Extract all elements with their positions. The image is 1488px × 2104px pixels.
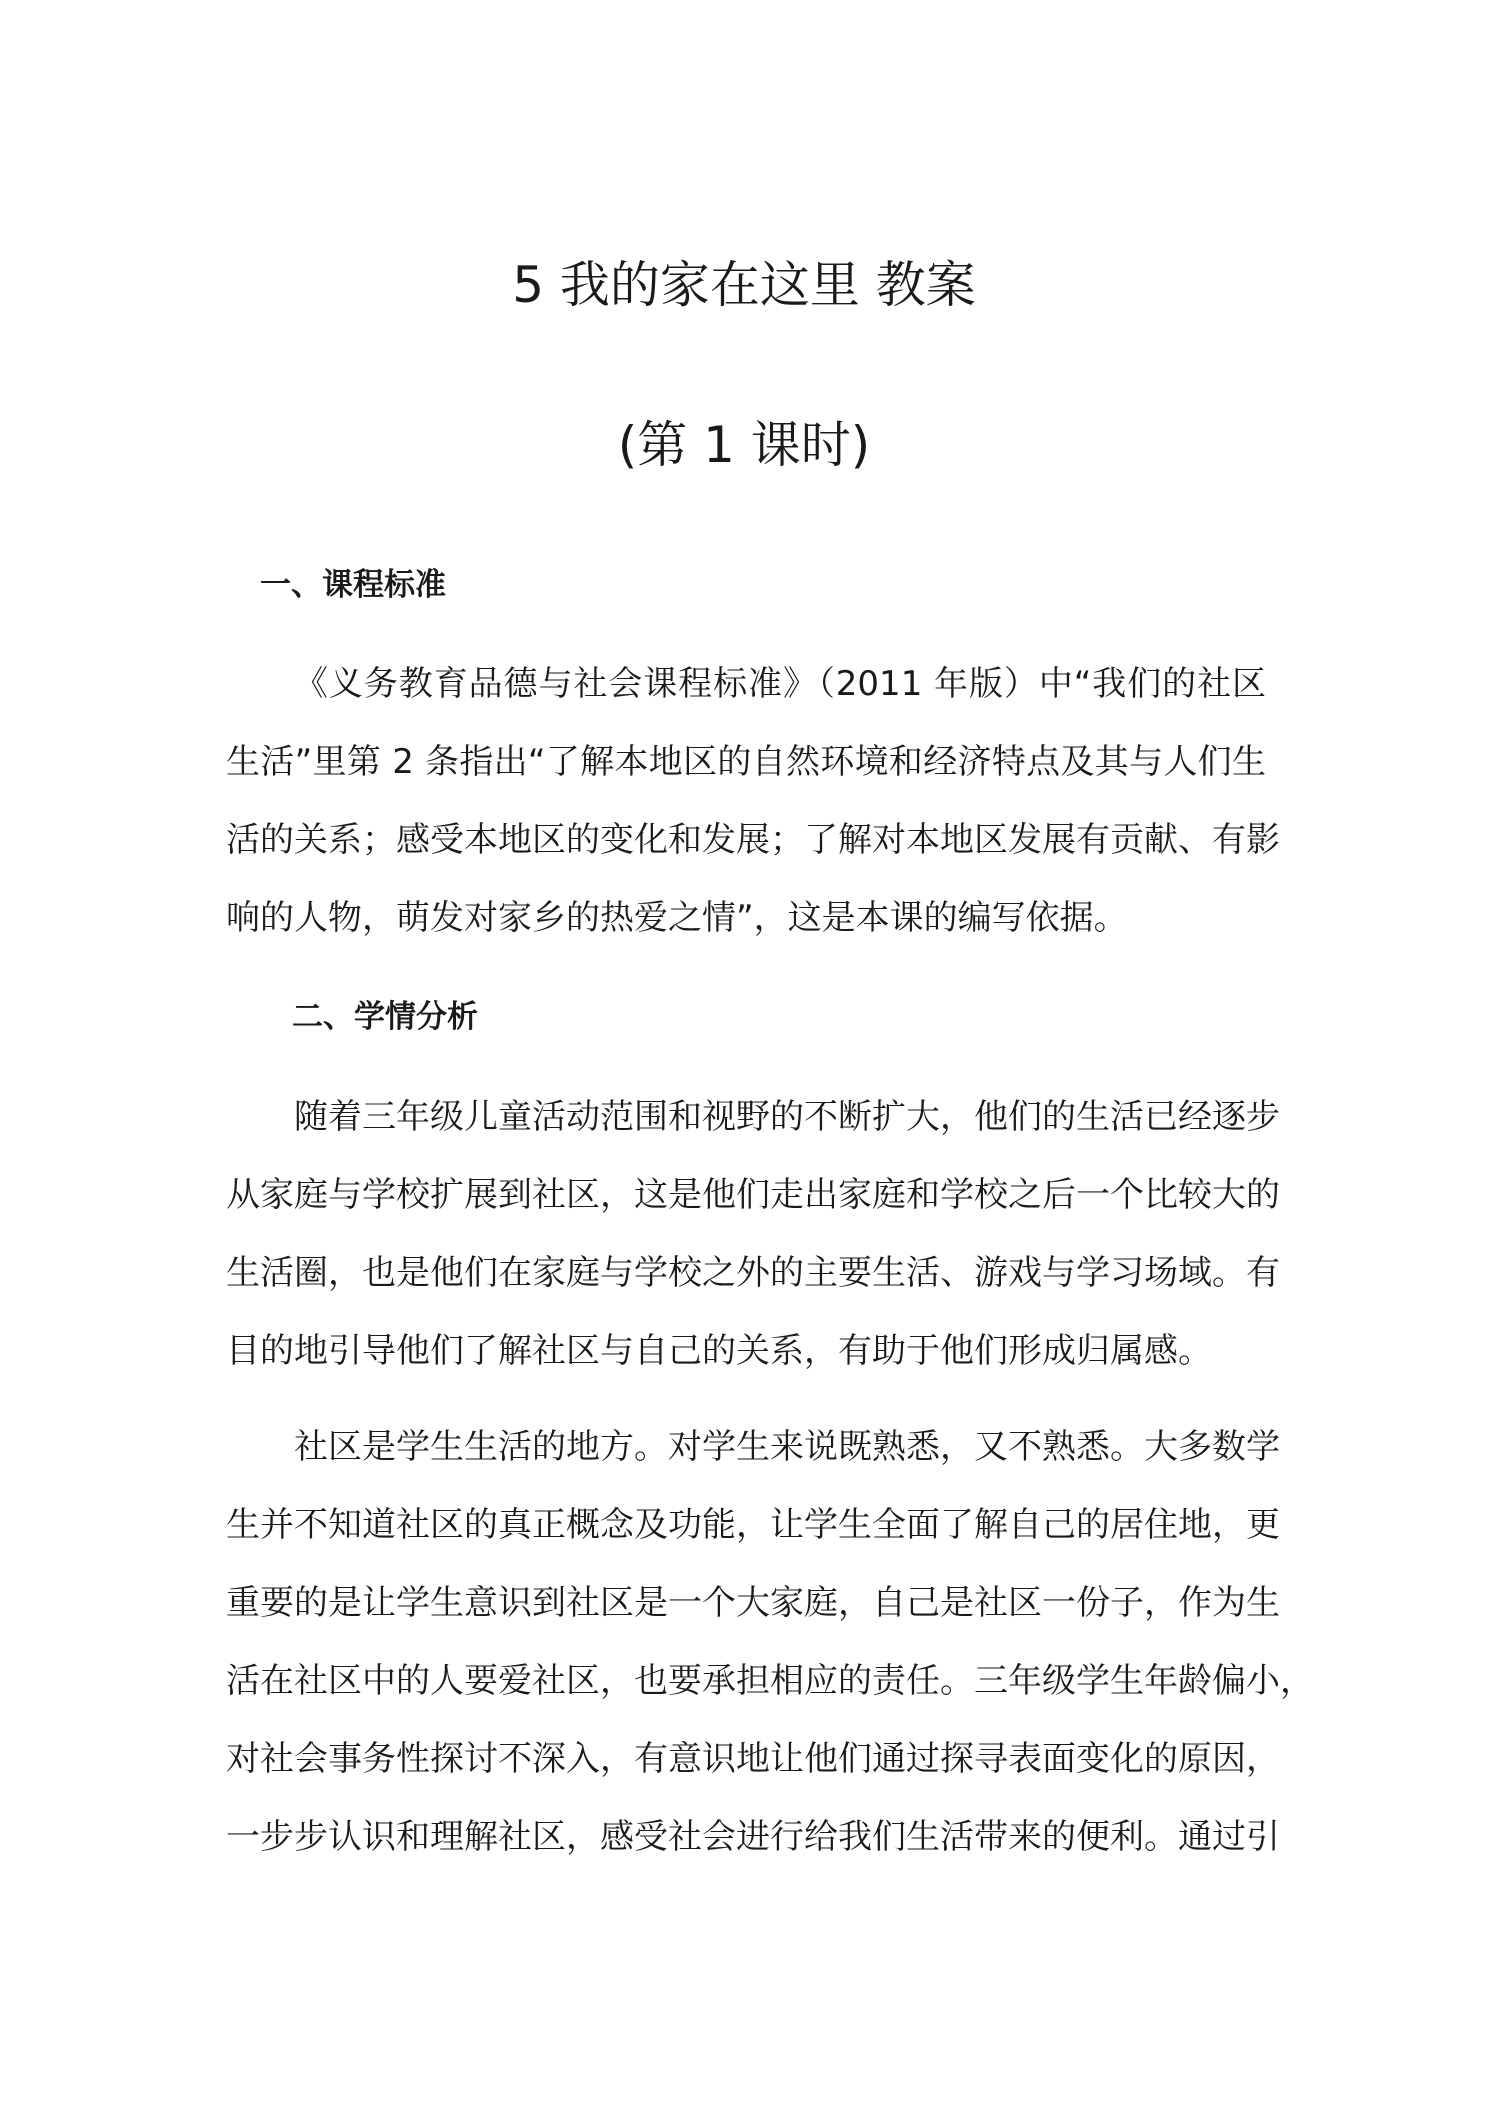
paragraph-line: 响的人物，萌发对家乡的热爱之情”，这是本课的编写依据。 — [226, 898, 1128, 938]
paragraph-line: 生活圈，也是他们在家庭与学校之外的主要生活、游戏与学习场域。有 — [226, 1253, 1280, 1293]
paragraph-line: 社区是学生生活的地方。对学生来说既熟悉，又不熟悉。大多数学 — [294, 1427, 1280, 1467]
paragraph-line: 生活”里第 2 条指出“了解本地区的自然环境和经济特点及其与人们生 — [226, 742, 1266, 782]
paragraph-learner-analysis-1 — [226, 1078, 1280, 1390]
paragraph-line: 从家庭与学校扩展到社区，这是他们走出家庭和学校之后一个比较大的 — [226, 1175, 1280, 1215]
paragraph-line: 活在社区中的人要爱社区，也要承担相应的责任。三年级学生年龄偏小， — [226, 1661, 1314, 1701]
paragraph-line: 目的地引导他们了解社区与自己的关系，有助于他们形成归属感。 — [226, 1331, 1212, 1371]
paragraph-line: 随着三年级儿童活动范围和视野的不断扩大，他们的生活已经逐步 — [294, 1097, 1280, 1137]
section-heading-curriculum-standard: 一、课程标准 — [260, 567, 446, 603]
paragraph-line: 《义务教育品德与社会课程标准》（2011 年版）中“我们的社区 — [294, 664, 1266, 704]
paragraph-line: 对社会事务性探讨不深入，有意识地让他们通过探寻表面变化的原因， — [226, 1739, 1280, 1779]
paragraph-curriculum-standard — [226, 645, 1280, 957]
paragraph-learner-analysis-2 — [226, 1408, 1314, 1876]
paragraph-line: 重要的是让学生意识到社区是一个大家庭，自己是社区一份子，作为生 — [226, 1583, 1280, 1623]
section-heading-learner-analysis: 二、学情分析 — [292, 999, 478, 1035]
document-subtitle: (第 1 课时) — [617, 416, 871, 474]
paragraph-line: 活的关系；感受本地区的变化和发展；了解对本地区发展有贡献、有影 — [226, 820, 1280, 860]
document-title: 5 我的家在这里 教案 — [512, 256, 976, 314]
paragraph-line: 一步步认识和理解社区，感受社会进行给我们生活带来的便利。通过引 — [226, 1817, 1280, 1857]
paragraph-line: 生并不知道社区的真正概念及功能，让学生全面了解自己的居住地，更 — [226, 1505, 1280, 1545]
